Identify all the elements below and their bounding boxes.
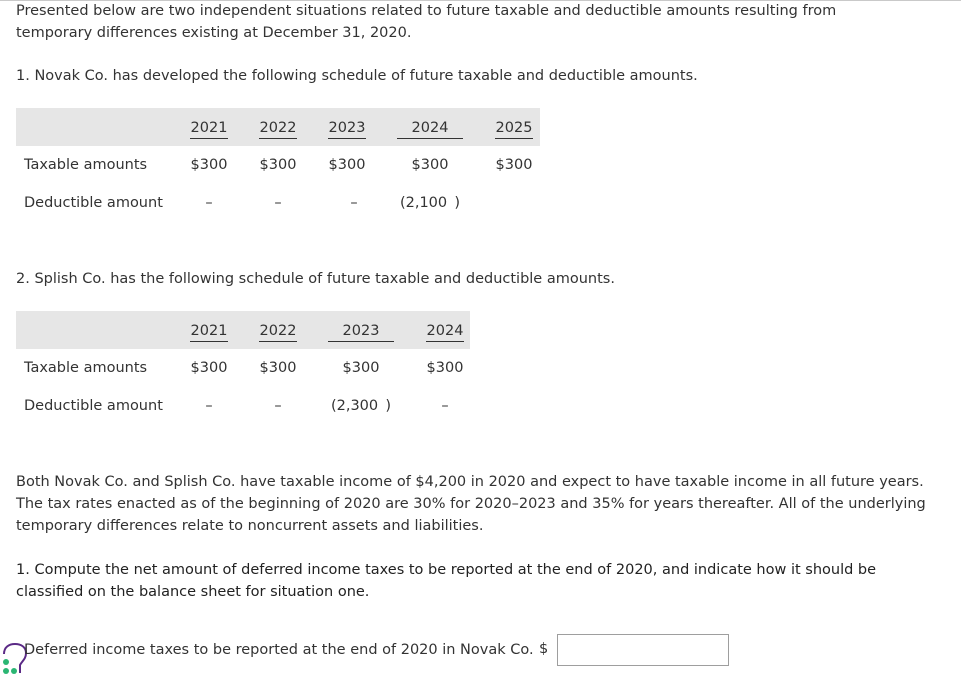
table-cell: – — [274, 195, 282, 211]
year-header: 2023 — [328, 321, 394, 342]
row-label-taxable: Taxable amounts — [24, 360, 148, 376]
table-cell: – — [205, 398, 213, 414]
table-cell: – — [274, 398, 282, 414]
table-cell: $300 — [342, 360, 380, 376]
deferred-taxes-input[interactable] — [557, 634, 729, 666]
table-cell: – — [441, 398, 449, 414]
table-cell: $300 — [190, 157, 228, 173]
row-label-deductible: Deductible amount — [24, 195, 163, 211]
answer-row — [0, 634, 961, 668]
table-cell: $300 — [426, 360, 464, 376]
table-cell: – — [205, 195, 213, 211]
question1-text: 1. Compute the net amount of deferred income taxes to be reported at the end of 2020, and indicate how it should be classified on the balance sheet for situation one. — [16, 562, 877, 600]
table-cell: – — [350, 195, 358, 211]
year-header: 2022 — [259, 118, 297, 139]
table-cell: $300 — [411, 157, 449, 173]
table-header-bar — [16, 311, 470, 349]
year-header: 2021 — [190, 321, 228, 342]
currency-symbol: $ — [539, 641, 549, 657]
row-label-taxable: Taxable amounts — [24, 157, 148, 173]
intro-text: Presented below are two independent situations related to future taxable and deductible amounts resulting from temporary differences existing at December 31, 2020. — [16, 3, 837, 41]
table-cell: (2,100 ) — [399, 195, 461, 211]
situation1-heading: 1. Novak Co. has developed the following schedule of future taxable and deductible amounts. — [16, 68, 698, 84]
year-header: 2025 — [495, 118, 533, 139]
year-header: 2024 — [397, 118, 463, 139]
table-cell: $300 — [259, 157, 297, 173]
table-cell: (2,300 ) — [330, 398, 392, 414]
year-header: 2024 — [426, 321, 464, 342]
row-label-deductible: Deductible amount — [24, 398, 163, 414]
context-text: Both Novak Co. and Splish Co. have taxable income of $4,200 in 2020 and expect to have taxable income in all future years. The tax rates enacted as of the beginning of 2020 are 30% for 2020–2023 and 35% for years thereafter. All of the underlying temporary differences relate to noncurrent assets and liabilities. — [16, 474, 926, 534]
year-header: 2021 — [190, 118, 228, 139]
table-cell: $300 — [190, 360, 228, 376]
situation2-heading: 2. Splish Co. has the following schedule of future taxable and deductible amounts. — [16, 271, 615, 287]
answer-label: Deferred income taxes to be reported at the end of 2020 in Novak Co. — [24, 642, 534, 658]
table-cell: $300 — [495, 157, 533, 173]
year-header: 2023 — [328, 118, 366, 139]
table-cell: $300 — [259, 360, 297, 376]
year-header: 2022 — [259, 321, 297, 342]
table-cell: $300 — [328, 157, 366, 173]
